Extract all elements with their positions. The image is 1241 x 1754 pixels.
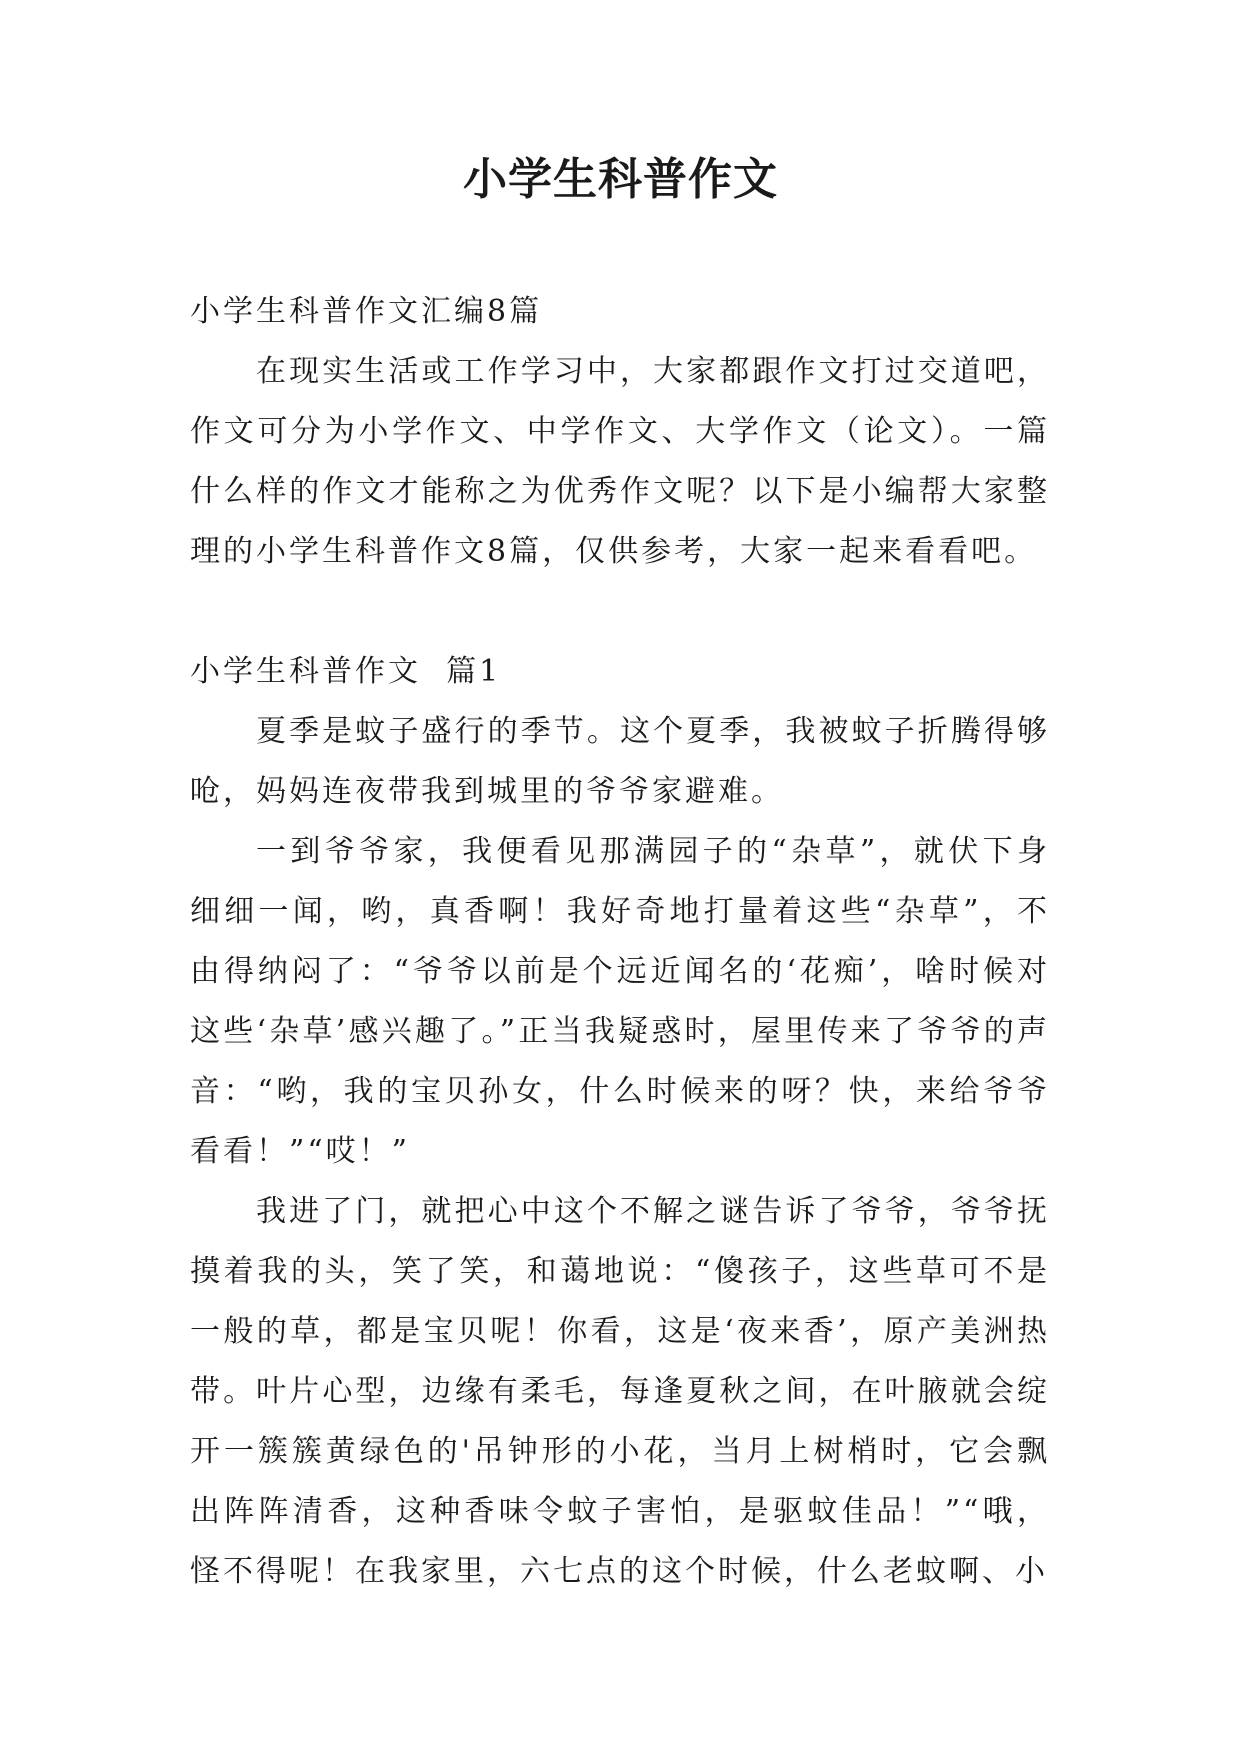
body-paragraph: 我进了门，就把心中这个不解之谜告诉了爷爷，爷爷抚摸着我的头，笑了笑，和蔼地说：“傻孩子，这些草可不是一般的草，都是宝贝呢！你看，这是‘夜来香’，原产美洲热带。叶片心型，边缘有柔毛，每逢夏秋之间，在叶腋就会绽开一簇簇黄绿色的'吊钟形的小花，当月上树梢时，它会飘出阵阵清香，这种香味令蚊子害怕，是驱蚊佳品！”“哦，怪不得呢！在我家里，六七点的这个时候，什么老蚊啊、小 bbox=[190, 1194, 1050, 1589]
document-body bbox=[190, 282, 1050, 1602]
paragraph-spacer bbox=[190, 582, 1050, 642]
intro-paragraph: 在现实生活或工作学习中，大家都跟作文打过交道吧，作文可分为小学作文、中学作文、大学作文（论文）。一篇什么样的作文才能称之为优秀作文呢？以下是小编帮大家整理的小学生科普作文8篇，仅供参考，大家一起来看看吧。 bbox=[190, 354, 1050, 569]
section-heading: 小学生科普作文 篇1 bbox=[190, 654, 502, 689]
body-paragraph: 夏季是蚊子盛行的季节。这个夏季，我被蚊子折腾得够呛，妈妈连夜带我到城里的爷爷家避难。 bbox=[190, 714, 1050, 809]
document-subtitle: 小学生科普作文汇编8篇 bbox=[190, 294, 543, 329]
body-paragraph: 一到爷爷家，我便看见那满园子的“杂草”，就伏下身细细一闻，哟，真香啊！我好奇地打量着这些“杂草”，不由得纳闷了：“爷爷以前是个远近闻名的‘花痴’，啥时候对这些‘杂草’感兴趣了。”正当我疑惑时，屋里传来了爷爷的声音：“哟，我的宝贝孙女，什么时候来的呀？快，来给爷爷看看！”“哎！” bbox=[190, 834, 1050, 1169]
page-title: 小学生科普作文 bbox=[463, 154, 778, 205]
